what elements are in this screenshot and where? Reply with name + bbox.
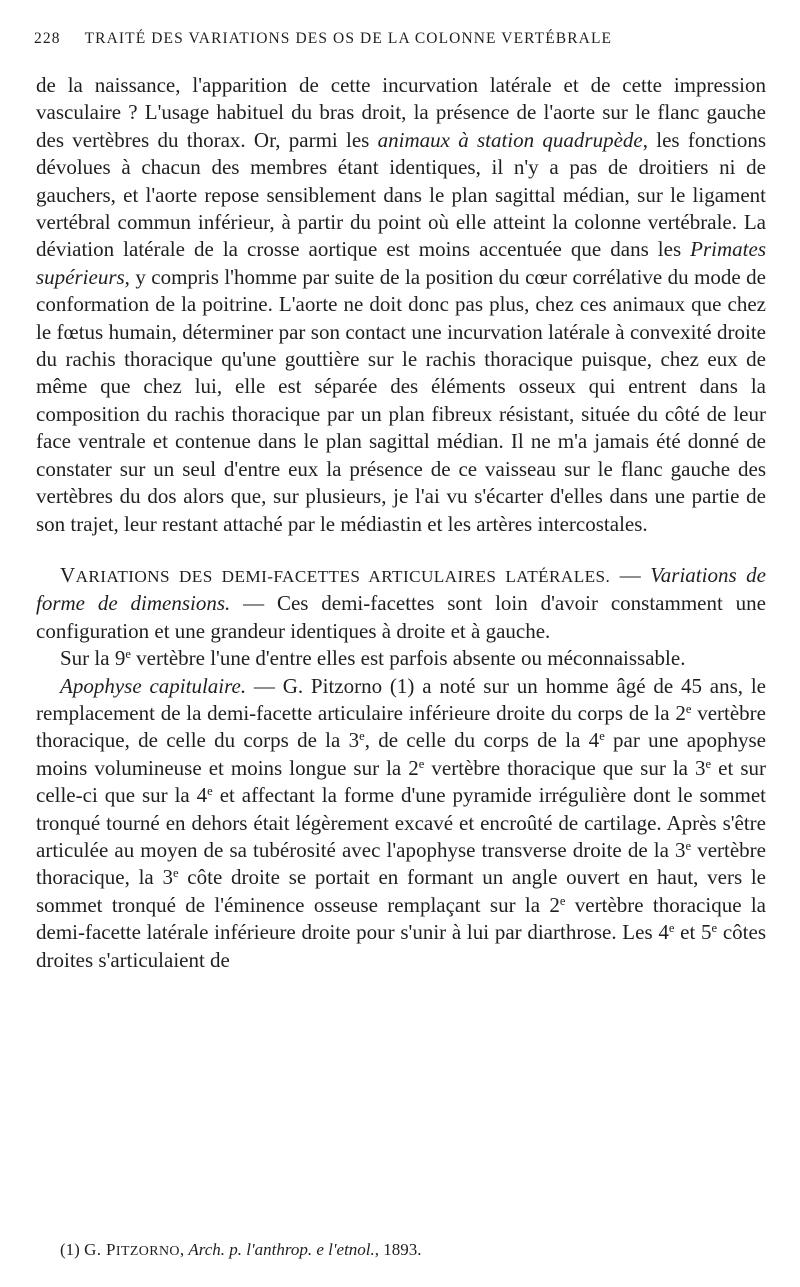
section-text: Ces demi-facettes sont loin d'avoir constamment une configuration et une grandeur identiques à droite et à gauche.	[36, 591, 766, 643]
paragraph-aorta	[36, 72, 766, 538]
para1-text-2: , les fonctions dévolues à chacun des membres étant identiques, il n'y a pas de droitiers ni de gauchers, et l'aorte repose sensiblement dans le plan sagittal médian, sur le ligament vertébral commun inférieur, à partir du point où elle atteint la colonne vertébrale. La déviation latérale de la crosse aortique est moins accentuée que dans les	[36, 127, 767, 262]
para4-text-12: côtes droites s'articulaient de	[36, 920, 766, 972]
para4-sup-5: e	[705, 756, 712, 771]
para4-text-4: par une apophyse moins volumineuse et moins longue sur la 2	[36, 728, 767, 780]
para4-text-8: vertèbre thoracique, la 3	[36, 837, 766, 890]
paragraph-apophyse	[36, 673, 766, 974]
para3-sup-1: e	[125, 647, 131, 662]
section-dash-2: —	[230, 591, 277, 616]
para4-title: Apophyse capitulaire.	[60, 673, 247, 698]
para3-text-2: vertèbre l'une d'entre elles est parfois absente ou méconnaissable.	[130, 646, 686, 671]
para4-text-7: et affectant la forme d'une pyramide irrégulière dont le sommet tronqué tourné en dehors était légèrement excavé et encroûté de cartilage. Après s'être articulée au moyen de sa tubérosité avec l'apophyse transverse droite de la 3	[36, 783, 766, 862]
para4-text-5: vertèbre thoracique que sur la 3	[424, 755, 706, 780]
para1-italic-2: Primates supérieurs	[36, 237, 766, 289]
para4-sup-7: e	[685, 839, 692, 854]
para4-sup-1: e	[685, 702, 692, 717]
para4-sup-6: e	[207, 784, 213, 799]
para4-sup-8: e	[172, 866, 179, 881]
footnote-year: , 1893.	[374, 1240, 422, 1259]
para4-text-9: côte droite se portait en formant un angle ouvert en haut, vers le sommet tronqué de l'éminence osseuse remplaçant sur la 2	[36, 865, 767, 917]
body-text	[36, 72, 766, 974]
section-gap	[36, 538, 766, 562]
para1-text-3: , y compris l'homme par suite de la position du cœur corrélative du mode de conformation de la poitrine. L'aorte ne doit donc pas plus, chez ces animaux que chez le fœtus humain, déterminer par son contact une incurvation latérale à convexité droite du rachis thoracique qu'une gouttière sur le rachis thoracique puisque, chez eux de même que chez lui, elle est séparée des éléments osseux qui entrent dans la composition du rachis thoracique par un plan fibreux résistant, située du côté de leur face ventrale et contenue dans le plan sagittal médian. Il ne m'a jamais été donné de constater sur un seul d'entre eux la présence de ce vaisseau sur le flanc gauche des vertèbres du dos alors que, sur plusieurs, je l'ai vu s'écarter d'elles dans une partie de son trajet, leur restant attaché par le médiastin et les artères intercostales.	[36, 264, 766, 536]
para4-sup-11: e	[711, 921, 718, 936]
para4-text-6: et sur celle-ci que sur la 4	[36, 755, 766, 808]
section-subheading: Variations de forme de dimensions.	[36, 562, 767, 616]
para4-dash: —	[246, 673, 283, 698]
running-header	[34, 30, 704, 48]
page-number: 228	[34, 30, 61, 47]
footnote-comma: ,	[179, 1240, 189, 1259]
footnote-number: (1)	[60, 1240, 85, 1259]
section-heading-rest: ARIATIONS DES DEMI-FACETTES ARTICULAIRES LATÉRALES.	[75, 566, 611, 586]
para4-sup-2: e	[359, 729, 365, 744]
para1-italic-1: animaux à station quadrupède	[377, 127, 643, 152]
paragraph-ninth-vertebra	[36, 645, 766, 672]
footnote	[60, 1240, 422, 1260]
para4-sup-4: e	[418, 756, 425, 771]
para4-text-10: vertèbre thoracique la demi-facette latérale inférieure droite pour s'unir à lui par diarthrose. Les 4	[36, 892, 766, 945]
para1-text-1: de la naissance, l'apparition de cette incurvation latérale et de cette impression vasculaire ? L'usage habituel du bras droit, la présence de l'aorte sur le flanc gauche des vertèbres du thorax. Or, parmi les	[36, 73, 766, 152]
para4-text-2: vertèbre thoracique, de celle du corps de la 3	[36, 700, 766, 753]
para4-sup-3: e	[599, 729, 605, 744]
section-dash-1: —	[610, 562, 651, 587]
section-heading	[60, 562, 611, 587]
para4-text-11: et 5	[674, 920, 712, 945]
paragraph-section-heading	[36, 562, 766, 645]
para4-text-3: , de celle du corps de la 4	[364, 728, 600, 753]
para4-text-1: G. Pitzorno (1) a noté sur un homme âgé de 45 ans, le remplacement de la demi-facette articulaire inférieure droite du corps de la 2	[36, 673, 766, 725]
footnote-author-rest: ITZORNO	[115, 1244, 180, 1259]
footnote-author-cap: G. P	[84, 1240, 116, 1259]
running-title: TRAITÉ DES VARIATIONS DES OS DE LA COLONNE VERTÉBRALE	[84, 30, 613, 47]
footnote-journal: Arch. p. l'anthrop. e l'etnol.	[188, 1240, 375, 1259]
para4-sup-9: e	[559, 893, 566, 908]
section-heading-cap: V	[60, 562, 76, 587]
para4-sup-10: e	[668, 921, 675, 936]
footnote-author	[84, 1240, 180, 1259]
para3-text-1: Sur la 9	[60, 646, 126, 671]
